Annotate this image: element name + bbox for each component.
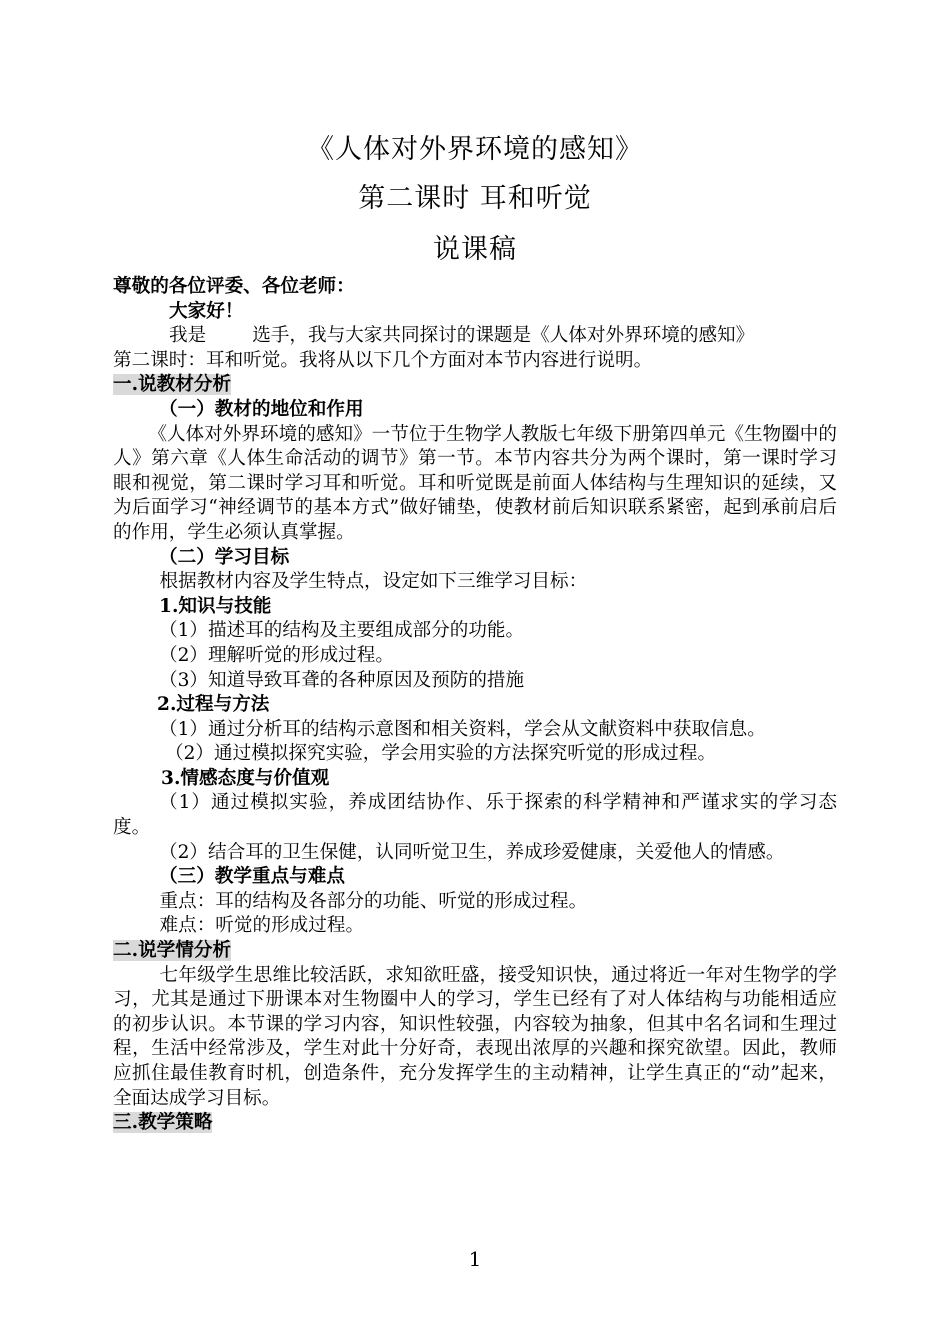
intro-topic: 选手，我与大家共同探讨的课题是《人体对外界环境的感知》 xyxy=(252,325,755,347)
document-type-title: 说课稿 xyxy=(433,234,517,265)
intro-continuation: 第二课时：耳和听觉。我将从以下几个方面对本节内容进行说明。 xyxy=(113,349,653,371)
intro-line xyxy=(113,324,837,349)
paragraph: 七年级学生思维比较活跃，求知欲旺盛，接受知识快，通过将近一年对生物学的学习，尤其是通过下册课本对生物圈中人的学习，学生已经有了对人体结构与功能相适应的初步认识。本节课的学习内容，知识性较强，内容较为抽象，但其中名名词和生理过程，生活中经常涉及，学生对此十分好奇，表现出浓厚的兴趣和探究欲望。因此，教师应抓住最佳教育时机，创造条件，充分发挥学生的主动精神，让学生真正的“动”起来，全面达成学习目标。 xyxy=(113,964,837,1109)
list-item: （1）通过模拟实验，养成团结协作、乐于探索的科学精神和严谨求实的学习态度。 xyxy=(113,792,837,839)
goal-heading-2: 2.过程与方法 xyxy=(157,694,270,716)
list-item: （2）理解听觉的形成过程。 xyxy=(159,644,394,666)
paragraph: 《人体对外界环境的感知》一节位于生物学人教版七年级下册第四单元《生物圈中的人》第六章《人体生命活动的调节》第一节。本节内容共分为两个课时，第一课时学习眼和视觉，第二课时学习耳和听觉。耳和听觉既是前面人体结构与生理知识的延续，又为后面学习“神经调节的基本方式”做好铺垫，使教材前后知识联系紧密，起到承前启后的作用，学生必须认真掌握。 xyxy=(113,423,837,543)
list-item: （3）知道导致耳聋的各种原因及预防的措施 xyxy=(159,669,525,691)
subsection-heading: （三）教学重点与难点 xyxy=(159,866,345,888)
subsection-heading: （二）学习目标 xyxy=(159,546,290,568)
list-item: （2）通过模拟探究实验，学会用实验的方法探究听觉的形成过程。 xyxy=(165,743,717,765)
difficult-point: 难点：听觉的形成过程。 xyxy=(159,915,365,937)
key-point: 重点：耳的结构及各部分的功能、听觉的形成过程。 xyxy=(159,890,588,912)
salutation: 尊敬的各位评委、各位老师： xyxy=(113,276,355,297)
document-title: 《人体对外界环境的感知》 xyxy=(307,134,643,165)
document-subtitle: 第二课时 耳和听觉 xyxy=(358,183,592,214)
section-heading-3 xyxy=(113,1111,837,1136)
list-item: （1）通过分析耳的结构示意图和相关资料，学会从文献资料中获取信息。 xyxy=(159,718,766,740)
list-item: （2）结合耳的卫生保健，认同听觉卫生，养成珍爱健康，关爱他人的情感。 xyxy=(159,841,785,863)
section-heading-2 xyxy=(113,939,837,964)
list-item: （1）描述耳的结构及主要组成部分的功能。 xyxy=(159,620,525,642)
document-body xyxy=(113,275,837,1136)
goal-heading-3: 3.情感态度与价值观 xyxy=(161,767,330,789)
paragraph: 根据教材内容及学生特点，设定如下三维学习目标： xyxy=(159,571,588,593)
section-heading-text: 一.说教材分析 xyxy=(113,374,232,396)
goal-heading-1: 1.知识与技能 xyxy=(159,595,272,617)
section-heading-1 xyxy=(113,373,837,398)
section-heading-text: 二.说学情分析 xyxy=(113,940,232,962)
greeting-hello: 大家好！ xyxy=(169,300,244,322)
section-heading-text: 三.教学策略 xyxy=(113,1112,213,1134)
page-number: 1 xyxy=(468,1247,482,1271)
subsection-heading: （一）教材的地位和作用 xyxy=(159,398,364,420)
intro-prefix: 我是 xyxy=(169,325,207,347)
